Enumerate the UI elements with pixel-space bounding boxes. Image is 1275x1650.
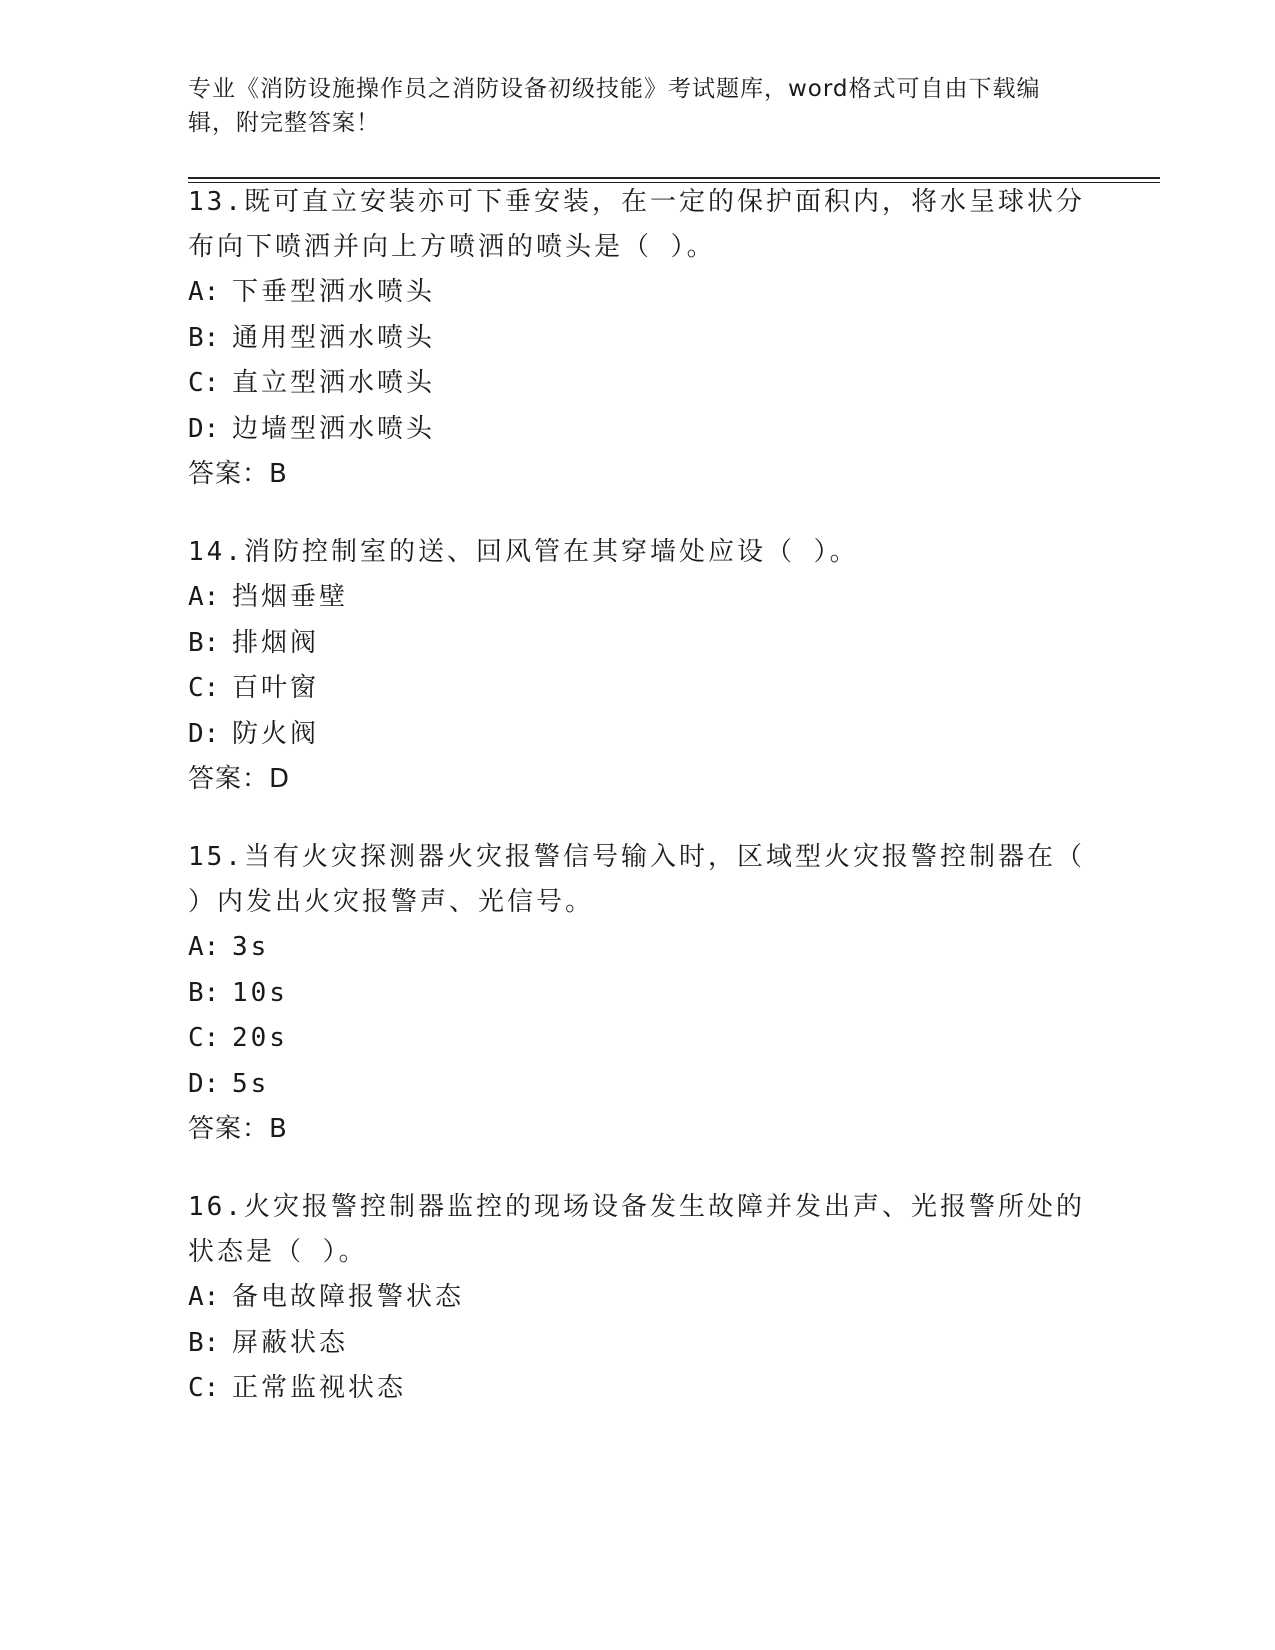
option-key: D: (188, 1068, 220, 1099)
header-line-2: 辑，附完整答案！ (188, 110, 380, 136)
option-key: A: (188, 277, 220, 307)
option-c (188, 361, 1088, 407)
option-b (188, 971, 1088, 1017)
option-key: C: (188, 368, 220, 398)
document-header (188, 72, 1068, 140)
option-text: 下垂型洒水喷头 (232, 277, 436, 307)
option-text: 正常监视状态 (232, 1373, 407, 1403)
question-stem-line: 布向下喷洒并向上方喷洒的喷头是（ ）。 (188, 232, 716, 262)
option-key: C: (188, 1373, 220, 1403)
option-b (188, 316, 1088, 362)
header-divider-thick (188, 177, 1160, 179)
question-15 (188, 835, 1088, 1152)
header-line-1: 专业《消防设施操作员之消防设备初级技能》考试题库，word格式可自由下载编 (188, 76, 1041, 102)
option-b (188, 621, 1088, 667)
option-key: A: (188, 1282, 220, 1312)
question-stem-line: 14.消防控制室的送、回风管在其穿墙处应设（ ）。 (188, 537, 859, 567)
answer-line: 答案：B (188, 1114, 288, 1144)
option-text: 直立型洒水喷头 (232, 368, 436, 398)
option-c (188, 1016, 1088, 1062)
answer-line: 答案：B (188, 459, 288, 489)
option-key: C: (188, 1023, 220, 1053)
option-key: B: (188, 977, 220, 1008)
option-c (188, 1366, 1088, 1412)
option-text: 通用型洒水喷头 (232, 322, 436, 353)
option-text: 挡烟垂壁 (232, 582, 349, 612)
option-key: B: (188, 1327, 220, 1358)
option-a (188, 270, 1088, 316)
option-text: 5s (232, 1068, 270, 1099)
option-d (188, 1062, 1088, 1108)
option-key: A: (188, 932, 220, 962)
question-14 (188, 530, 1088, 802)
question-stem-line: ）内发出火灾报警声、光信号。 (188, 887, 595, 917)
option-text: 10s (232, 977, 288, 1008)
option-text: 排烟阀 (232, 627, 320, 658)
option-key: B: (188, 627, 220, 658)
option-key: D: (188, 413, 220, 444)
question-13 (188, 180, 1088, 497)
option-a (188, 925, 1088, 971)
option-a (188, 575, 1088, 621)
option-key: C: (188, 673, 220, 703)
option-key: D: (188, 718, 220, 749)
answer-line: 答案：D (188, 764, 291, 794)
option-text: 边墙型洒水喷头 (232, 413, 436, 444)
option-d (188, 407, 1088, 453)
option-text: 备电故障报警状态 (232, 1282, 465, 1312)
option-c (188, 666, 1088, 712)
question-16 (188, 1185, 1088, 1412)
option-text: 20s (232, 1023, 288, 1053)
option-text: 3s (232, 932, 270, 962)
option-key: B: (188, 322, 220, 353)
option-text: 防火阀 (232, 718, 320, 749)
question-stem-line: 16.火灾报警控制器监控的现场设备发生故障并发出声、光报警所处的 (188, 1192, 1085, 1222)
option-d (188, 712, 1088, 758)
question-stem-line: 13.既可直立安装亦可下垂安装，在一定的保护面积内，将水呈球状分 (188, 187, 1085, 217)
option-text: 屏蔽状态 (232, 1327, 349, 1358)
option-text: 百叶窗 (232, 673, 320, 703)
option-a (188, 1275, 1088, 1321)
option-b (188, 1321, 1088, 1367)
option-key: A: (188, 582, 220, 612)
question-stem-line: 15.当有火灾探测器火灾报警信号输入时，区域型火灾报警控制器在（ (188, 842, 1085, 872)
question-stem-line: 状态是（ ）。 (188, 1237, 368, 1267)
